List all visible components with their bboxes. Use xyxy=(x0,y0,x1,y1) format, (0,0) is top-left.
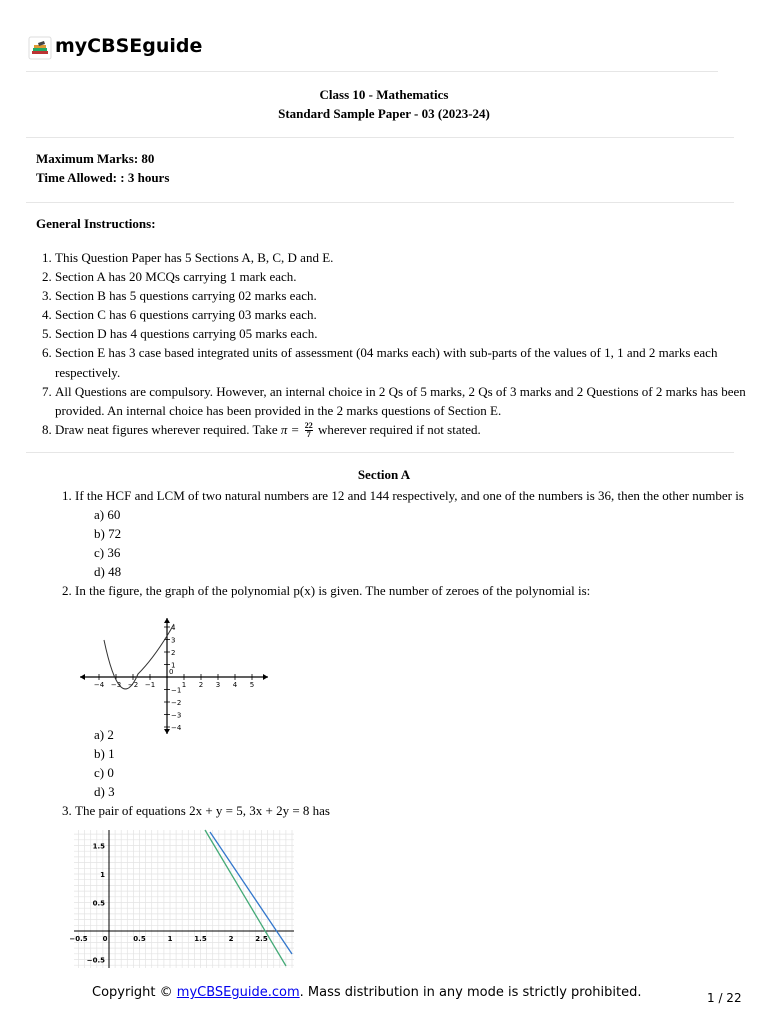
site-header xyxy=(26,33,718,72)
x-axis-arrow-right-icon xyxy=(263,674,268,680)
y-axis-arrow-down-icon xyxy=(164,729,170,734)
y-tick-label: 1 xyxy=(100,871,105,879)
x-tick-label: 2.5 xyxy=(255,935,268,943)
option-b: b) 72 xyxy=(94,526,122,542)
x-tick-label: 4 xyxy=(232,681,238,689)
fraction-numerator: 22 xyxy=(304,421,313,431)
x-tick-label: 1 xyxy=(167,935,173,943)
instruction-item xyxy=(55,420,755,440)
x-tick-label: 0 xyxy=(169,668,174,676)
instruction-item: 7. All Questions are compulsory. However, an internal choice in 2 Qs of 5 marks, 2 Qs of 3 marks and 2 Questions of 2 marks has been provided. An internal choice has been provided in the 2 marks questions of Section E. xyxy=(55,382,755,420)
section-heading: Section A xyxy=(357,467,411,482)
y-tick-label: −1 xyxy=(171,686,182,695)
option-a: a) 2 xyxy=(94,726,114,742)
x-tick-label: 1.5 xyxy=(194,935,207,943)
books-logo-icon xyxy=(28,37,52,59)
y-tick-label: 2 xyxy=(171,649,176,657)
linear-equations-graph xyxy=(69,830,294,968)
x-tick-label: −3 xyxy=(110,681,122,689)
copyright-prefix: Copyright © xyxy=(92,985,177,1000)
question-3 xyxy=(75,801,745,820)
option-a: a) 60 xyxy=(94,507,121,523)
time-allowed: Time Allowed: : 3 hours xyxy=(36,170,170,185)
y-tick-label: −3 xyxy=(171,711,182,720)
divider xyxy=(26,202,734,203)
instruction-item: 4. Section C has 6 questions carrying 03 marks each. xyxy=(55,305,755,324)
footer-link[interactable]: myCBSEguide.com xyxy=(176,985,300,1000)
divider xyxy=(26,452,734,453)
y-tick-label: 3 xyxy=(171,636,176,645)
pi-symbol: π = xyxy=(280,421,303,437)
x-tick-label: −1 xyxy=(144,681,156,689)
y-tick-label: 4 xyxy=(171,624,176,632)
x-tick-label: −2 xyxy=(127,681,139,689)
page-number: 1 / 22 xyxy=(707,991,742,1005)
paper-subtitle: Standard Sample Paper - 03 (2023-24) xyxy=(278,106,490,121)
y-tick-label: −4 xyxy=(171,724,182,732)
instruction-item: 5. Section D has 4 questions carrying 05 marks each. xyxy=(55,324,755,343)
instruction-text: Draw neat figures wherever required. Take xyxy=(55,421,281,437)
y-tick-label: −0.5 xyxy=(86,956,105,965)
question-text: If the HCF and LCM of two natural numbers are 12 and 144 respectively, and one of the numbers is 36, then the other number is xyxy=(75,488,744,503)
instructions-list xyxy=(36,248,755,439)
polynomial-graph xyxy=(78,616,270,736)
y-tick-label: 0.5 xyxy=(92,899,105,908)
polynomial-curve xyxy=(104,624,174,689)
instruction-item: 6. Section E has 3 case based integrated units of assessment (04 marks each) with sub-parts of the values of 1, 1 and 2 marks each respectively. xyxy=(55,343,755,381)
option-c: c) 0 xyxy=(94,764,114,780)
instructions-heading: General Instructions: xyxy=(36,216,156,231)
y-tick-label: 1 xyxy=(171,661,176,670)
question-text: The pair of equations 2x + y = 5, 3x + 2y = 8 has xyxy=(75,802,330,818)
x-tick-label: 0 xyxy=(102,935,108,943)
maximum-marks: Maximum Marks: 80 xyxy=(36,151,155,166)
y-axis-arrow-up-icon xyxy=(164,618,170,623)
x-tick-label: 1 xyxy=(181,681,187,689)
brand-name[interactable]: myCBSEguide xyxy=(55,35,203,57)
option-d: d) 3 xyxy=(94,783,115,799)
option-b: b) 1 xyxy=(94,745,115,761)
question-1 xyxy=(75,486,745,581)
x-tick-label: 0.5 xyxy=(133,935,146,943)
x-tick-label: 3 xyxy=(215,681,221,689)
instruction-item: 3. Section B has 5 questions carrying 02 marks each. xyxy=(55,286,755,305)
y-tick-label: −2 xyxy=(171,699,182,707)
instruction-item: 2. Section A has 20 MCQs carrying 1 mark each. xyxy=(55,267,755,286)
option-d: d) 48 xyxy=(94,564,122,580)
x-tick-label: 2 xyxy=(228,935,234,943)
instruction-text: wherever required if not stated. xyxy=(314,421,481,437)
divider xyxy=(26,137,734,138)
x-tick-label: 2 xyxy=(198,681,204,689)
fraction xyxy=(305,422,313,439)
question-text: In the figure, the graph of the polynomial p(x) is given. The number of zeroes of the polynomial is: xyxy=(75,583,591,599)
option-c: c) 36 xyxy=(94,545,121,561)
x-tick-label: −0.5 xyxy=(69,935,88,943)
paper-class-title: Class 10 - Mathematics xyxy=(319,87,449,102)
copyright-suffix: . Mass distribution in any mode is strictly prohibited. xyxy=(299,985,642,1000)
x-axis-arrow-left-icon xyxy=(80,674,85,680)
y-tick-label: 1.5 xyxy=(92,842,105,851)
x-tick-label: 5 xyxy=(249,681,255,689)
instruction-item: 1. This Question Paper has 5 Sections A, B, C, D and E. xyxy=(55,248,755,267)
copyright-footer xyxy=(92,985,641,1000)
fraction-denominator: 7 xyxy=(306,430,311,440)
x-tick-label: −4 xyxy=(93,681,105,689)
